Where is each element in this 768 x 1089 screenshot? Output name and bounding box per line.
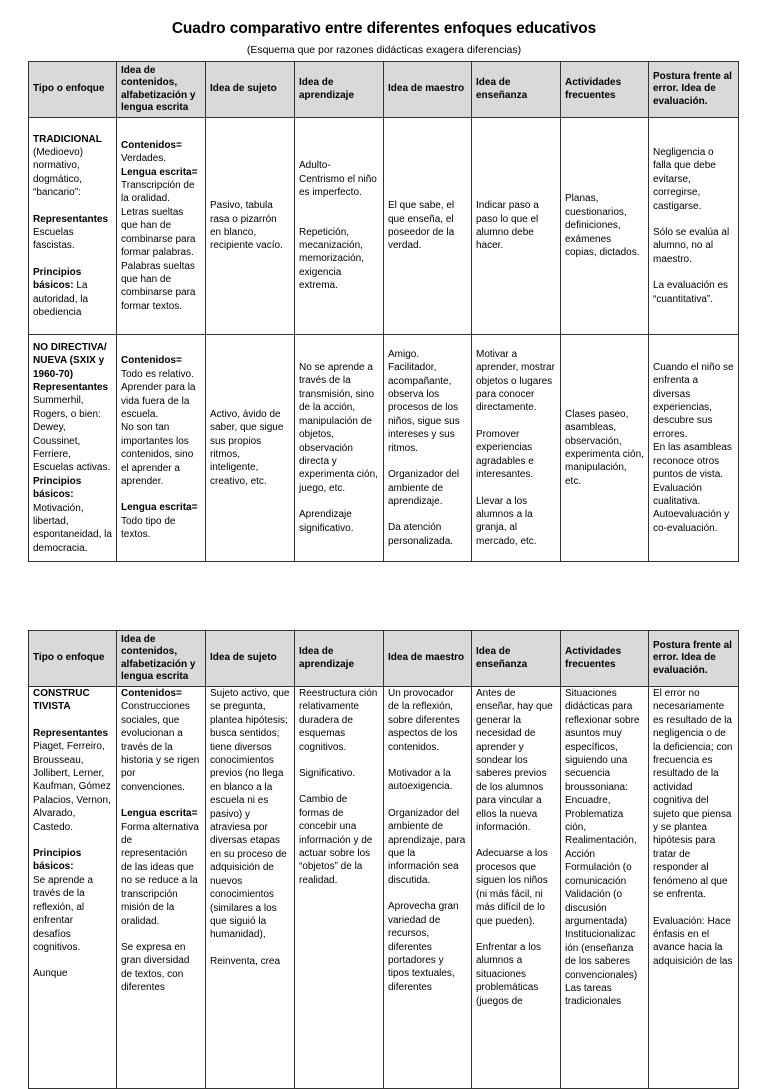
cell-line — [33, 714, 112, 727]
cell-line: Planas, cuestionarios, definiciones, exámenes copias, dictados. — [565, 193, 640, 259]
cell-line — [121, 928, 201, 941]
table-cell — [117, 687, 206, 1089]
table-cell — [649, 687, 739, 1089]
cell-line: Autoevaluación y co-evaluación. — [653, 509, 730, 534]
cell-line: Organizador del ambiente de aprendizaje, para que la información sea discutida. — [388, 807, 466, 886]
cell-line: Sólo se evalúa al alumno, no al maestro. — [653, 227, 730, 265]
cell-line: Pasivo, tabula rasa o pizarrón en blanco, recipiente vacío. — [210, 200, 283, 252]
cell-line: Palabras sueltas que han de combinarse para formar textos. — [121, 260, 196, 312]
table-cell — [472, 335, 561, 562]
cell-line — [121, 794, 201, 807]
cell-line — [299, 754, 379, 767]
header-cell: Actividades frecuentes — [561, 62, 649, 118]
cell-line: Antes de enseñar, hay que generar la necesidad de aprender y sondear los saberes previos de los alumnos para vincular a ellos la nueva información. — [476, 688, 553, 834]
cell-line: Todo tipo de textos. — [121, 515, 176, 541]
cell-line: Reestructura ción relativamente duradera de esquemas cognitivos. — [299, 688, 378, 753]
cell-line: Enfrentar a los alumnos a situaciones problemáticas (juegos de — [476, 941, 542, 1007]
cell-line: básicos: La autoridad, la obediencia — [33, 280, 89, 319]
table-row — [29, 118, 739, 335]
cell-line — [33, 253, 112, 266]
header-cell: Idea de enseñanza — [472, 631, 561, 687]
cell-line: Representantes — [33, 727, 109, 739]
cell-line: Principios — [33, 848, 82, 860]
cell-line: Motivar a aprender, mostrar objetos o lugares para conocer directamente. — [476, 348, 555, 414]
table-cell — [561, 335, 649, 562]
cell-line: El que sabe, el que enseña, el poseedor de la verdad. — [388, 200, 455, 252]
table-cell — [384, 335, 472, 562]
cell-line: Construcciones sociales, que evolucionan a través de la historia y se rigen por convenciones. — [121, 701, 200, 793]
cell-line — [388, 887, 467, 900]
cell-line: Facilitador, acompañante, observa los procesos de los niños, sigue sus intereses y sus ritmos. — [388, 362, 460, 454]
cell-line — [33, 200, 112, 213]
comparison-table-1 — [28, 61, 739, 562]
cell-line: Evaluación cualitativa. — [653, 482, 702, 507]
cell-line — [388, 754, 467, 767]
cell-line: Lengua escrita= — [121, 502, 198, 514]
cell-line: Contenidos= — [121, 355, 182, 367]
cell-line: Promover experiencias agradables e interesantes. — [476, 428, 534, 481]
header-cell: Idea de contenidos, alfabetización y lengua escrita — [117, 62, 206, 118]
page-title: Cuadro comparativo entre diferentes enfoques educativos — [171, 20, 597, 37]
cell-line — [653, 266, 734, 279]
cell-line: Sujeto activo, que se pregunta, plantea hipótesis; busca sentidos; tiene diversos conocimientos previos (no llega en blanco a la escuela ni es pasivo) y atraviesa por diversas etapas en su proceso de adquisición de nuevos conocimientos (similares a los que siguió la humanidad), — [210, 688, 290, 941]
header-cell: Tipo o enfoque — [29, 631, 117, 687]
header-cell: Idea de enseñanza — [472, 62, 561, 118]
table-row — [29, 335, 739, 562]
cell-line: Da atención personalizada. — [388, 522, 454, 547]
cell-line: Contenidos= — [121, 139, 182, 151]
table-cell — [117, 118, 206, 335]
cell-line: Se aprende a través de la reflexión, al enfrentar desafíos cognitivos. — [33, 874, 94, 953]
table-cell — [295, 335, 384, 562]
table-cell — [384, 118, 472, 335]
cell-line — [476, 834, 556, 847]
table-cell — [295, 687, 384, 1089]
table-cell — [561, 687, 649, 1089]
cell-line: dogmático, — [33, 173, 82, 185]
cell-line: No son tan importantes los contenidos, sino el aprender a aprender. — [121, 422, 194, 488]
header-cell: Postura frente al error. Idea de evaluación. — [649, 631, 739, 687]
header-cell: Postura frente al error. Idea de evaluación. — [649, 62, 739, 118]
table-cell — [384, 687, 472, 1089]
cell-line — [476, 415, 556, 428]
cell-line: Piaget, Ferreiro, Brousseau, Jollibert, Lerner, Kaufman, Gómez Palacios, Vernon, Alvarado, Castedo. — [33, 741, 111, 833]
cell-line: “bancario”: — [33, 187, 81, 199]
header-row — [29, 631, 739, 687]
cell-line: Transcripción de la oralidad. — [121, 180, 195, 205]
header-cell: Actividades frecuentes — [561, 631, 649, 687]
table-cell — [29, 335, 117, 562]
header-cell: Idea de contenidos, alfabetización y lengua escrita — [117, 631, 206, 687]
page-subtitle: (Esquema que por razones didácticas exagera diferencias) — [246, 44, 522, 56]
cell-line: Principios básicos: — [33, 475, 82, 501]
cell-line: Repetición, mecanización, memorización, exigencia extrema. — [299, 226, 365, 292]
cell-line: Aprender para la vida fuera de la escuela. — [121, 382, 196, 420]
header-cell: Idea de sujeto — [206, 631, 295, 687]
cell-line: Aunque — [33, 968, 68, 980]
cell-line: Situaciones didácticas para reflexionar sobre asuntos muy específicos, siguiendo una secuencia broussoniana: Encuadre, Problematiza ción, Realimentación, Acción Formulación (o comunicación Validación (o discusión argumentada) Institucionalizac ión (enseñanza de los saberes convencionales) Las tareas tradicionales — [565, 688, 640, 1008]
cell-line: Lengua escrita= — [121, 166, 198, 178]
cell-line — [210, 942, 290, 955]
cell-line: (Medioevo) — [33, 146, 84, 158]
cell-line — [299, 213, 379, 226]
table-cell — [649, 335, 739, 562]
cell-line: Reinventa, crea — [210, 955, 281, 967]
cell-line — [653, 213, 734, 226]
cell-line: normativo, — [33, 160, 80, 172]
cell-line — [388, 508, 467, 521]
cell-line: Letras sueltas que han de combinarse para formar palabras. — [121, 206, 196, 259]
table-cell — [206, 335, 295, 562]
cell-line: Representantes — [33, 213, 109, 225]
cell-line: Un provocador de la reflexión, sobre diferentes aspectos de los contenidos. — [388, 688, 460, 753]
cell-line — [653, 902, 734, 915]
cell-line: Motivador a la autoexigencia. — [388, 768, 453, 793]
cell-line: Verdades. — [121, 153, 167, 165]
cell-line: Centrismo el niño es imperfecto. — [299, 173, 377, 199]
table-cell — [117, 335, 206, 562]
cell-line: Escuelas — [33, 227, 74, 238]
cell-line: Significativo. — [299, 768, 356, 780]
cell-line: Evaluación: Hace énfasis en el avance hacia la adquisición de las — [653, 915, 733, 967]
header-cell: Idea de sujeto — [206, 62, 295, 118]
cell-line: Lengua escrita= — [121, 808, 198, 820]
header-cell: Idea de aprendizaje — [295, 631, 384, 687]
cell-line: Todo es relativo. — [121, 368, 194, 380]
cell-line: Adecuarse a los procesos que siguen los niños (ni más fácil, ni más difícil de lo que pueden). — [476, 848, 548, 927]
table-cell — [561, 118, 649, 335]
cell-line — [121, 488, 201, 501]
cell-line — [299, 495, 379, 508]
cell-line: Forma alternativa de representación de las ideas que no se reduce a la transcripción misión de la oralidad. — [121, 821, 199, 927]
cell-line: fascistas. — [33, 240, 75, 252]
cell-line: Principios — [33, 266, 82, 278]
cell-line: Negligencia o falla que debe evitarse, corregirse, castigarse. — [653, 146, 716, 212]
cell-line: El error no necesariamente es resultado de la negligencia o de la deficiencia; con frecuencia es resultado de la actividad cognitiva del sujeto que piensa y se plantea hipótesis para tratar de responder al fenómeno al que se enfrenta. — [653, 688, 733, 901]
cell-line: No se aprende a través de la transmisión, sino de la acción, manipulación de objetos, observación directa y experimenta ción, juego, etc. — [299, 362, 378, 494]
table-cell — [206, 118, 295, 335]
cell-line: Aprovecha gran variedad de recursos, diferentes portadores y tipos textuales, diferentes — [388, 901, 459, 993]
cell-line: Summerhil, Rogers, o bien: Dewey, Coussinet, Ferriere, Escuelas activas. — [33, 395, 111, 474]
cell-line: Clases paseo, asambleas, observación, experimenta ción, manipulación, etc. — [565, 408, 644, 487]
cell-line: Organizador del ambiente de aprendizaje. — [388, 469, 460, 507]
cell-line: básicos: — [33, 861, 74, 873]
cell-line — [388, 455, 467, 468]
cell-line — [299, 200, 379, 213]
cell-line: Se expresa en gran diversidad de textos, con diferentes — [121, 941, 190, 994]
header-row — [29, 62, 739, 118]
comparison-table-2 — [28, 630, 739, 1089]
cell-line: Contenidos= — [121, 688, 182, 699]
header-cell: Idea de aprendizaje — [295, 62, 384, 118]
header-cell: Idea de maestro — [384, 631, 472, 687]
cell-line: La evaluación es “cuantitativa”. — [653, 280, 729, 305]
table-row — [29, 687, 739, 1089]
cell-line — [476, 482, 556, 495]
cell-line: Amigo. — [388, 348, 420, 360]
cell-line: Representantes — [33, 381, 109, 393]
table-cell — [29, 118, 117, 335]
cell-line: Cuando el niño se enfrenta a diversas experiencias, descubre sus errores. — [653, 361, 734, 440]
cell-line: Aprendizaje significativo. — [299, 509, 354, 534]
table-cell — [472, 687, 561, 1089]
cell-line — [299, 780, 379, 793]
cell-line — [33, 954, 112, 967]
table-cell — [649, 118, 739, 335]
header-cell: Idea de maestro — [384, 62, 472, 118]
cell-line: En las asambleas reconoce otros puntos de vista. — [653, 442, 732, 481]
cell-line: Activo, ávido de saber, que sigue sus propios ritmos, inteligente, creativo, etc. — [210, 408, 284, 487]
header-cell: Tipo o enfoque — [29, 62, 117, 118]
cell-line — [33, 834, 112, 847]
cell-line: Adulto- — [299, 160, 331, 172]
cell-line — [388, 794, 467, 807]
cell-line — [476, 928, 556, 941]
table-cell — [29, 687, 117, 1089]
cell-line: NO DIRECTIVA/ NUEVA (SXIX y 1960-70) — [33, 341, 107, 380]
cell-line: Indicar paso a paso lo que el alumno debe hacer. — [476, 200, 539, 252]
table-cell — [295, 118, 384, 335]
cell-line: TRADICIONAL — [33, 133, 102, 145]
cell-line: CONSTRUC TIVISTA — [33, 688, 90, 713]
cell-line: Llevar a los alumnos a la granja, al mercado, etc. — [476, 495, 537, 547]
table-cell — [206, 687, 295, 1089]
table-cell — [472, 118, 561, 335]
cell-line: Cambio de formas de concebir una información y de actuar sobre los “objetos” de la realidad. — [299, 794, 373, 886]
cell-line: Motivación, libertad, espontaneidad, la democracia. — [33, 502, 112, 554]
